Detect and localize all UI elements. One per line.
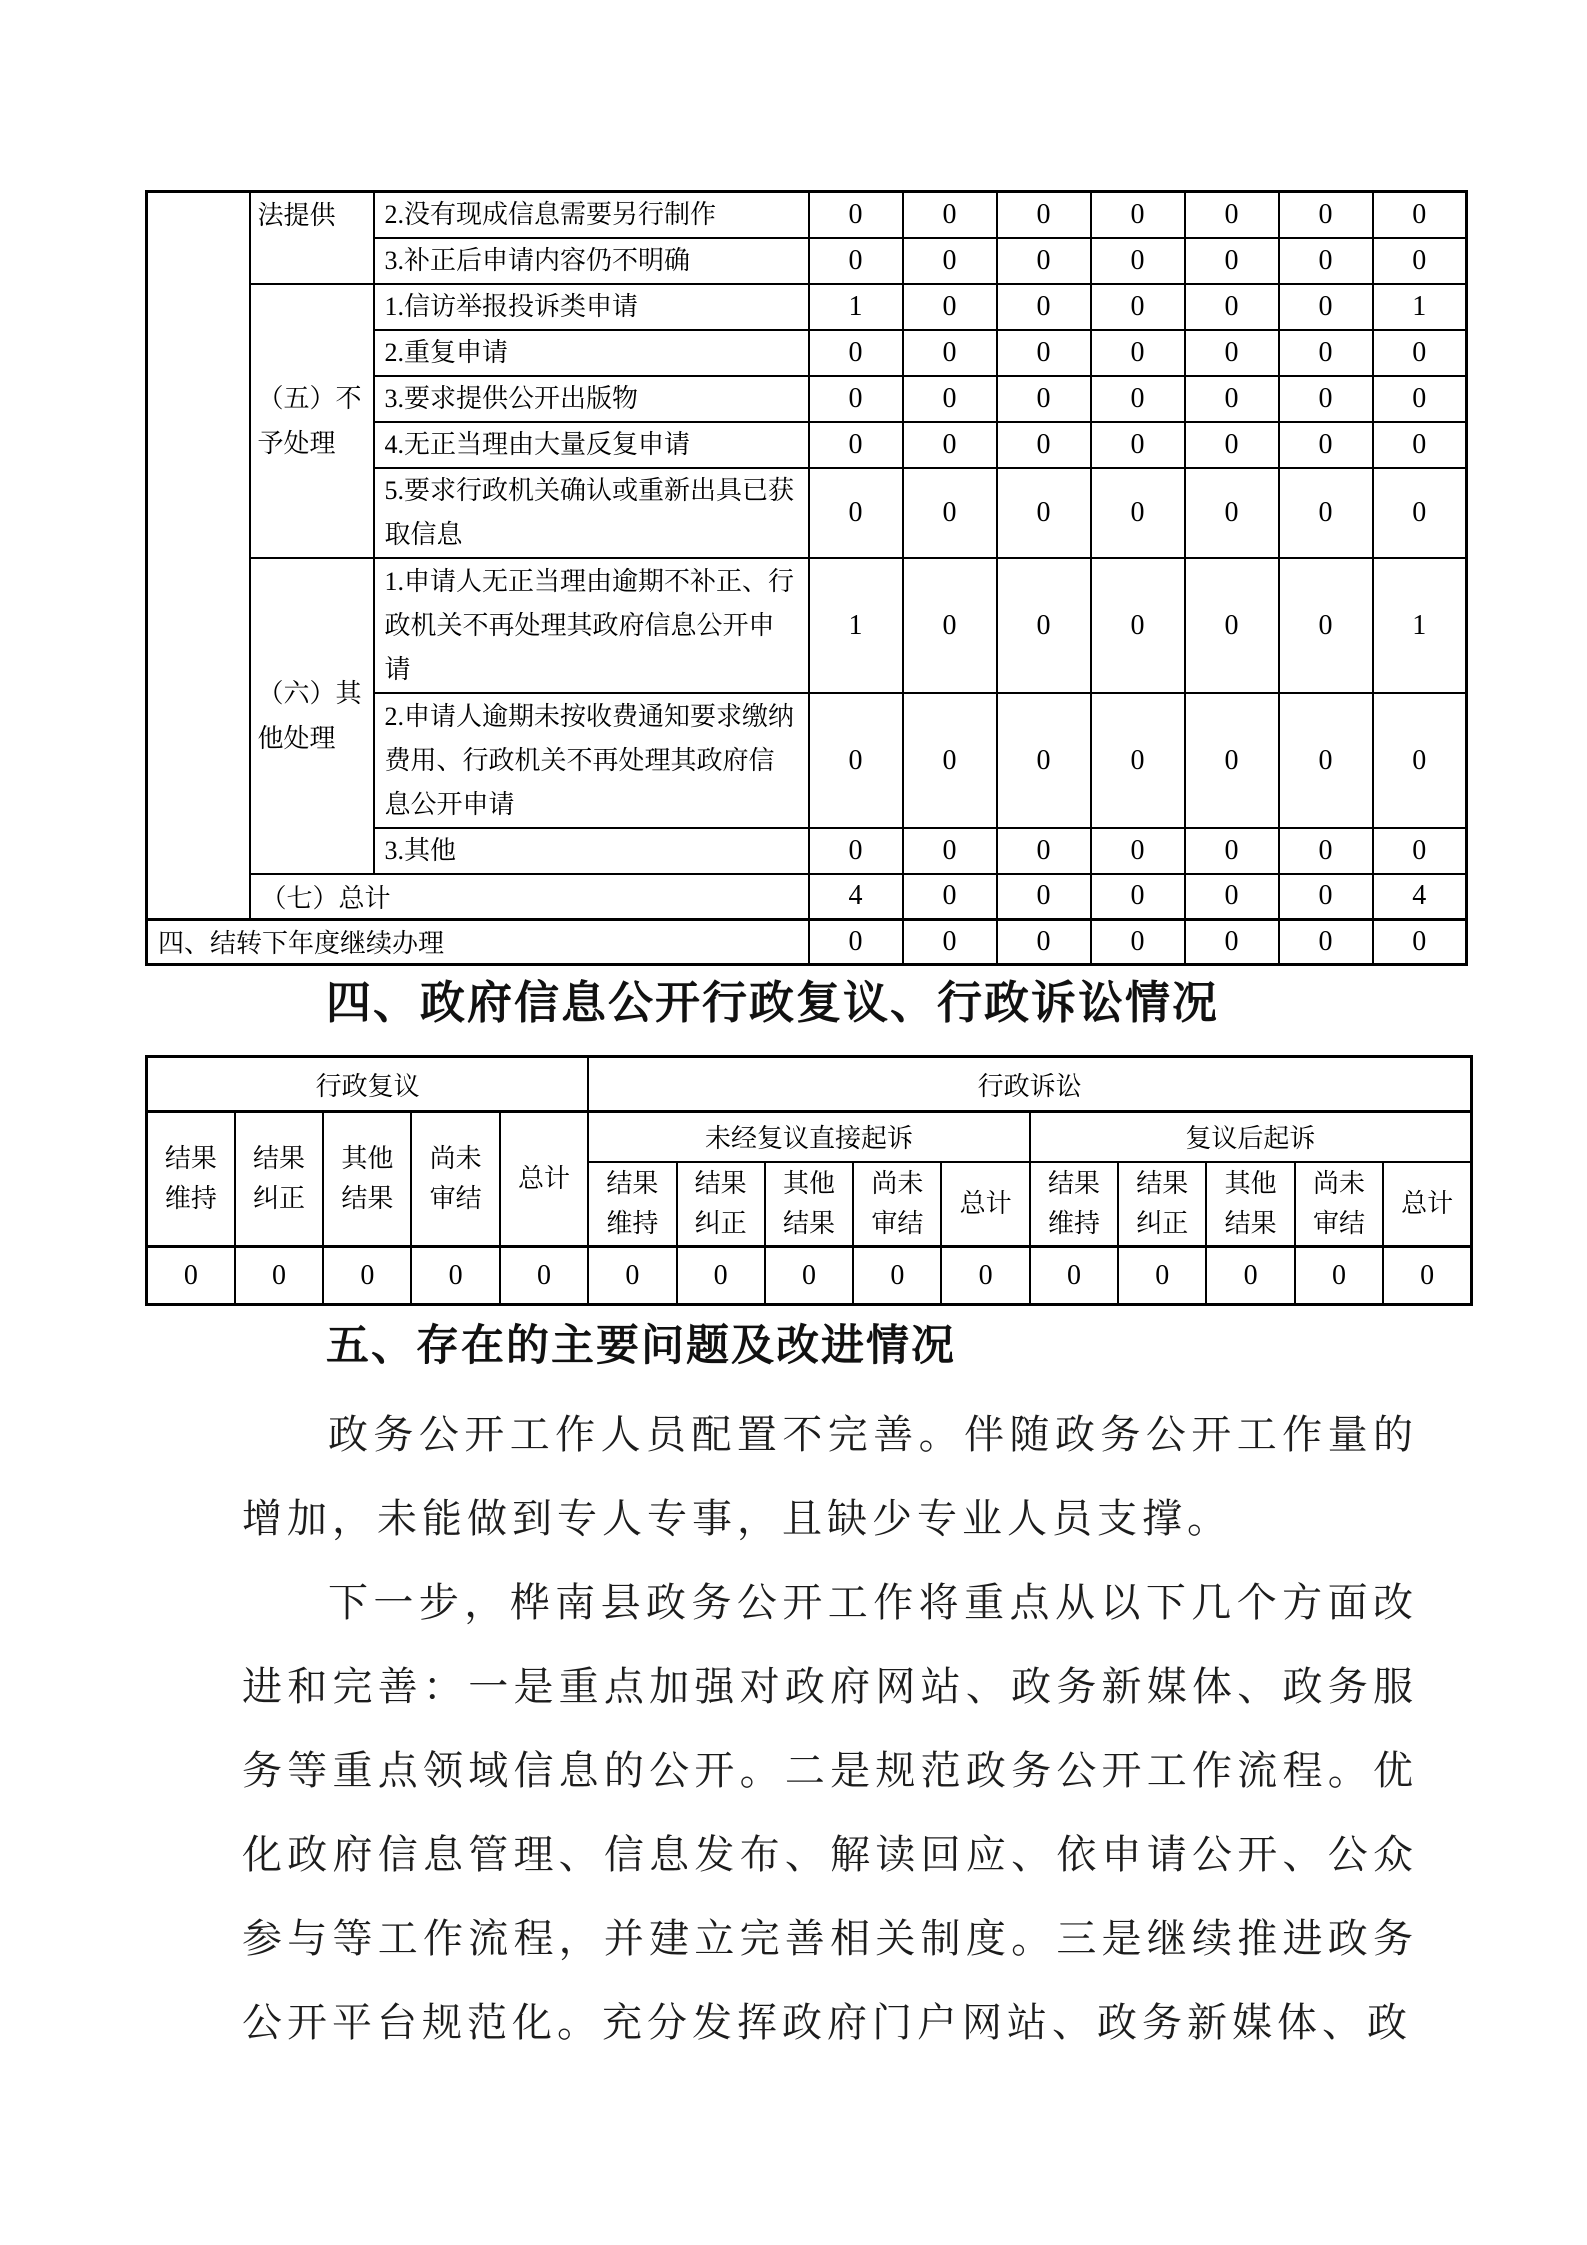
value-cell: 0 (809, 330, 903, 376)
value-cell: 0 (1091, 693, 1185, 828)
column-header (1383, 1162, 1471, 1247)
table-row (147, 1247, 1472, 1305)
value-cell: 0 (997, 422, 1091, 468)
value-cell: 0 (1185, 558, 1279, 693)
column-header-text: 结果维持 (164, 1144, 217, 1213)
column-header (147, 1112, 235, 1247)
column-header-text: 其他结果 (1224, 1168, 1277, 1238)
value-cell: 0 (997, 693, 1091, 828)
value-cell: 0 (997, 919, 1091, 964)
value-cell: 0 (1279, 919, 1373, 964)
value-cell: 0 (500, 1247, 588, 1305)
table-row (147, 874, 1467, 919)
table-row (147, 558, 1467, 693)
row-desc-cell: 2.申请人逾期未按收费通知要求缴纳费用、行政机关不再处理其政府信息公开申请 (374, 693, 809, 828)
value-cell: 0 (903, 874, 997, 919)
value-cell: 0 (1185, 919, 1279, 964)
value-cell: 0 (1279, 422, 1373, 468)
column-header (588, 1162, 676, 1247)
value-cell: 0 (809, 422, 903, 468)
value-cell: 0 (1373, 192, 1467, 239)
row-group-label-other (250, 558, 374, 874)
value-cell: 0 (853, 1247, 941, 1305)
value-cell: 0 (903, 376, 997, 422)
value-cell: 0 (1279, 828, 1373, 874)
table-row (147, 192, 1467, 239)
value-cell: 0 (997, 558, 1091, 693)
value-cell: 0 (997, 376, 1091, 422)
value-cell: 0 (997, 874, 1091, 919)
table-row (147, 1057, 1472, 1112)
value-cell: 0 (997, 828, 1091, 874)
value-cell: 0 (411, 1247, 499, 1305)
value-cell: 0 (1279, 238, 1373, 284)
value-cell: 0 (903, 919, 997, 964)
value-cell: 0 (997, 330, 1091, 376)
value-cell: 0 (1279, 874, 1373, 919)
value-cell: 4 (809, 874, 903, 919)
review-litigation-table (145, 1055, 1473, 1306)
column-header (677, 1162, 765, 1247)
column-header-text: 结果维持 (1047, 1168, 1100, 1238)
table-row (147, 919, 1467, 964)
value-cell: 0 (1373, 238, 1467, 284)
row-group-label-text: （六）其他处理 (257, 679, 362, 753)
litigation-group-header: 行政诉讼 (588, 1057, 1471, 1112)
column-header (941, 1162, 1029, 1247)
value-cell: 0 (323, 1247, 411, 1305)
column-header-text: 结果纠正 (252, 1144, 305, 1213)
value-cell: 0 (809, 468, 903, 558)
column-header-text: 其他结果 (782, 1168, 835, 1238)
column-header-text: 总计 (1401, 1188, 1454, 1218)
value-cell: 0 (809, 919, 903, 964)
column-header-text: 其他结果 (341, 1144, 394, 1213)
value-cell: 0 (941, 1247, 1029, 1305)
value-cell: 1 (1373, 558, 1467, 693)
value-cell: 0 (903, 468, 997, 558)
value-cell: 0 (1091, 468, 1185, 558)
value-cell: 0 (903, 422, 997, 468)
value-cell: 0 (997, 192, 1091, 239)
row-desc-cell: 4.无正当理由大量反复申请 (374, 422, 809, 468)
review-group-header: 行政复议 (147, 1057, 589, 1112)
value-cell: 0 (1373, 468, 1467, 558)
value-cell: 0 (1185, 693, 1279, 828)
total-row-label: （七）总计 (250, 874, 809, 919)
row-desc-cell: 2.没有现成信息需要另行制作 (374, 192, 809, 239)
column-header-text: 尚未审结 (429, 1144, 482, 1213)
column-header-text: 结果纠正 (694, 1168, 747, 1238)
value-cell: 0 (903, 238, 997, 284)
value-cell: 0 (1279, 693, 1373, 828)
value-cell: 0 (1118, 1247, 1206, 1305)
row-group-label-rejected (250, 284, 374, 558)
value-cell: 0 (1185, 376, 1279, 422)
value-cell: 0 (903, 828, 997, 874)
carryover-row-label: 四、结转下年度继续办理 (147, 919, 809, 964)
row-desc-cell: 2.重复申请 (374, 330, 809, 376)
direct-suit-subgroup-header: 未经复议直接起诉 (588, 1112, 1030, 1162)
value-cell: 0 (1091, 238, 1185, 284)
column-header-text: 尚未审结 (1312, 1168, 1365, 1238)
row-group-label-text: （五）不予处理 (257, 384, 362, 458)
value-cell: 0 (809, 376, 903, 422)
body-paragraph: 下一步，桦南县政务公开工作将重点从以下几个方面改进和完善：一是重点加强对政府网站、政务新媒体、政务服务等重点领域信息的公开。二是规范政务公开工作流程。优化政府信息管理、信息发布、解读回应、依申请公开、公众参与等工作流程，并建立完善相关制度。三是继续推进政务公开平台规范化。充分发挥政府门户网站、政务新媒体、政 (242, 1580, 1418, 2045)
application-results-table (145, 190, 1468, 966)
value-cell: 0 (1185, 422, 1279, 468)
column-header-text: 总计 (517, 1164, 570, 1193)
column-header-text: 总计 (959, 1188, 1012, 1218)
column-header-text: 尚未审结 (871, 1168, 924, 1238)
value-cell: 0 (1373, 828, 1467, 874)
table-row (147, 1112, 1472, 1162)
value-cell: 0 (1383, 1247, 1471, 1305)
value-cell: 0 (1185, 874, 1279, 919)
value-cell: 0 (147, 1247, 235, 1305)
value-cell: 0 (1091, 919, 1185, 964)
value-cell: 0 (1373, 376, 1467, 422)
value-cell: 0 (1030, 1247, 1118, 1305)
value-cell: 0 (765, 1247, 853, 1305)
value-cell: 0 (1091, 422, 1185, 468)
column-header (500, 1112, 588, 1247)
value-cell: 0 (809, 828, 903, 874)
value-cell: 0 (1279, 376, 1373, 422)
value-cell: 0 (1091, 376, 1185, 422)
column-header (235, 1112, 323, 1247)
value-cell: 1 (809, 284, 903, 330)
row-desc-cell: 5.要求行政机关确认或重新出具已获取信息 (374, 468, 809, 558)
value-cell: 1 (809, 558, 903, 693)
value-cell: 0 (1185, 468, 1279, 558)
value-cell: 0 (997, 468, 1091, 558)
section-5-title: 五、存在的主要问题及改进情况 (326, 1323, 956, 1370)
value-cell: 0 (997, 238, 1091, 284)
value-cell: 0 (1091, 558, 1185, 693)
column-header (323, 1112, 411, 1247)
body-text (242, 1393, 1418, 2065)
value-cell: 0 (1091, 330, 1185, 376)
column-header (853, 1162, 941, 1247)
value-cell: 0 (1185, 284, 1279, 330)
value-cell: 4 (1373, 874, 1467, 919)
section-4-title: 四、政府信息公开行政复议、行政诉讼情况 (326, 978, 1220, 1028)
value-cell: 0 (1279, 330, 1373, 376)
after-review-suit-subgroup-header: 复议后起诉 (1030, 1112, 1472, 1162)
value-cell: 0 (1373, 693, 1467, 828)
value-cell: 0 (903, 330, 997, 376)
value-cell: 0 (903, 693, 997, 828)
value-cell: 0 (1295, 1247, 1383, 1305)
value-cell: 0 (1091, 828, 1185, 874)
value-cell: 0 (809, 238, 903, 284)
value-cell: 0 (1091, 192, 1185, 239)
table-row (147, 284, 1467, 330)
value-cell: 0 (1185, 330, 1279, 376)
value-cell: 0 (1206, 1247, 1294, 1305)
row-desc-cell: 1.申请人无正当理由逾期不补正、行政机关不再处理其政府信息公开申请 (374, 558, 809, 693)
value-cell: 0 (1091, 284, 1185, 330)
value-cell: 0 (1279, 192, 1373, 239)
column-header-text: 结果纠正 (1136, 1168, 1189, 1238)
value-cell: 0 (1373, 422, 1467, 468)
value-cell: 0 (903, 558, 997, 693)
value-cell: 0 (1185, 192, 1279, 239)
value-cell: 0 (809, 693, 903, 828)
value-cell: 0 (1185, 828, 1279, 874)
left-span-cell (147, 192, 250, 920)
column-header (1295, 1162, 1383, 1247)
column-header (1118, 1162, 1206, 1247)
row-desc-cell: 1.信访举报投诉类申请 (374, 284, 809, 330)
value-cell: 0 (1373, 330, 1467, 376)
value-cell: 0 (235, 1247, 323, 1305)
value-cell: 0 (997, 284, 1091, 330)
row-group-label-unable (250, 192, 374, 285)
value-cell: 0 (1279, 558, 1373, 693)
value-cell: 0 (903, 284, 997, 330)
value-cell: 0 (903, 192, 997, 239)
row-group-label-text: 法提供 (257, 201, 336, 230)
value-cell: 0 (1279, 468, 1373, 558)
value-cell: 0 (677, 1247, 765, 1305)
column-header (1030, 1162, 1118, 1247)
value-cell: 0 (1185, 238, 1279, 284)
row-desc-cell: 3.补正后申请内容仍不明确 (374, 238, 809, 284)
column-header (1206, 1162, 1294, 1247)
row-desc-cell: 3.其他 (374, 828, 809, 874)
column-header (411, 1112, 499, 1247)
value-cell: 1 (1373, 284, 1467, 330)
column-header-text: 结果维持 (606, 1168, 659, 1238)
value-cell: 0 (1373, 919, 1467, 964)
value-cell: 0 (1279, 284, 1373, 330)
body-paragraph: 政务公开工作人员配置不完善。伴随政务公开工作量的增加，未能做到专人专事，且缺少专业人员支撑。 (242, 1412, 1418, 1541)
value-cell: 0 (588, 1247, 676, 1305)
column-header (765, 1162, 853, 1247)
row-desc-cell: 3.要求提供公开出版物 (374, 376, 809, 422)
value-cell: 0 (809, 192, 903, 239)
value-cell: 0 (1091, 874, 1185, 919)
